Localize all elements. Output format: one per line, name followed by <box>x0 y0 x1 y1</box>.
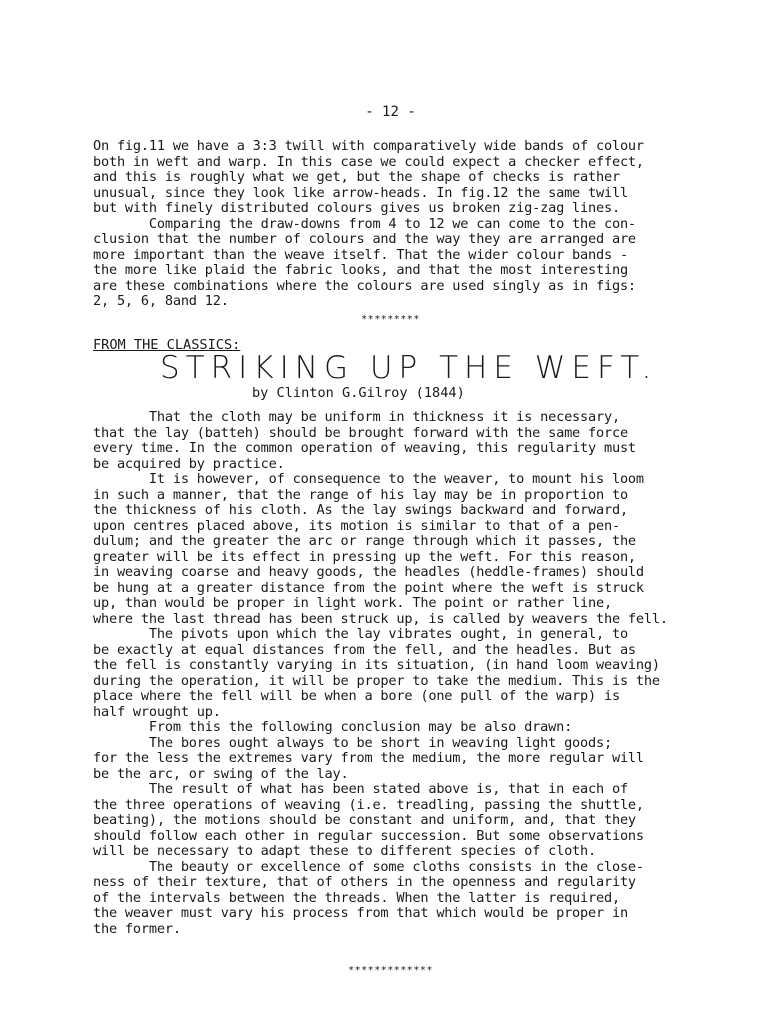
section-label: FROM THE CLASSICS: <box>93 337 241 353</box>
text-line: the more like plaid the fabric looks, and that the most interesting <box>93 262 628 278</box>
text-line: From this the following conclusion may be also drawn: <box>93 719 573 735</box>
page-number: - 12 - <box>365 104 416 120</box>
text-line: That the cloth may be uniform in thickness it is necessary, <box>93 409 620 425</box>
text-line: in weaving coarse and heavy goods, the headles (heddle-frames) should <box>93 564 644 580</box>
intro-paragraph <box>93 139 644 310</box>
text-line: and this is roughly what we get, but the shape of checks is rather <box>93 169 620 185</box>
text-line: The result of what has been stated above is, that in each of <box>93 781 628 797</box>
text-line: during the operation, it will be proper to take the medium. This is the <box>93 672 660 689</box>
text-line: Comparing the draw-downs from 4 to 12 we can come to the con- <box>93 215 636 232</box>
article-title: STRIKING UP THE WEFT. <box>160 350 658 386</box>
text-line: The bores ought always to be short in weaving light goods; <box>93 734 612 751</box>
text-line: unusual, since they look like arrow-heads. In fig.12 the same twill <box>93 184 628 201</box>
text-line: where the last thread has been struck up, is called by weavers the fell. <box>93 610 668 627</box>
text-line: are these combinations where the colours are used singly as in figs: <box>93 277 636 294</box>
text-line: the fell is constantly varying in its situation, (in hand loom weaving) <box>93 657 660 673</box>
text-line: half wrought up. <box>93 703 221 720</box>
text-line: for the less the extremes vary from the medium, the more regular will <box>93 750 644 766</box>
text-line: clusion that the number of colours and the way they are arranged are <box>93 231 636 247</box>
text-line: up, than would be proper in light work. The point or rather line, <box>93 595 612 611</box>
text-line: every time. In the common operation of weaving, this regularity must <box>93 440 636 456</box>
text-line: in such a manner, that the range of his lay may be in proportion to <box>93 486 628 503</box>
text-line: that the lay (batteh) should be brought forward with the same force <box>93 424 628 441</box>
text-line: the weaver must vary his process from that which would be proper in <box>93 905 628 921</box>
text-line: The pivots upon which the lay vibrates ought, in general, to <box>93 626 628 642</box>
article-body <box>93 410 668 937</box>
text-line: beating), the motions should be constant and uniform, and, that they <box>93 812 636 828</box>
text-line: be hung at a greater distance from the point where the weft is struck <box>93 579 644 596</box>
text-line: ness of their texture, that of others in the openness and regularity <box>93 874 636 890</box>
text-line: The beauty or excellence of some cloths consists in the close- <box>93 858 644 875</box>
text-line: dulum; and the greater the arc or range through which it passes, the <box>93 533 636 549</box>
text-line: the thickness of his cloth. As the lay swings backward and forward, <box>93 502 628 518</box>
text-line: greater will be its effect in pressing up the weft. For this reason, <box>93 548 636 565</box>
text-line: should follow each other in regular succession. But some observations <box>93 827 644 844</box>
text-line: the former. <box>93 920 181 937</box>
text-line: both in weft and warp. In this case we could expect a checker effect, <box>93 153 644 170</box>
text-line: 2, 5, 6, 8and 12. <box>93 293 229 309</box>
text-line: of the intervals between the threads. When the latter is required, <box>93 889 620 906</box>
text-line: more important than the weave itself. That the wider colour bands - <box>93 246 628 263</box>
text-line: but with finely distributed colours gives us broken zig-zag lines. <box>93 200 620 216</box>
text-line: place where the fell will be when a bore (one pull of the warp) is <box>93 688 620 704</box>
article-byline: by Clinton G.Gilroy (1844) <box>252 385 465 401</box>
text-line: On fig.11 we have a 3:3 twill with comparatively wide bands of colour <box>93 138 644 154</box>
text-line: be exactly at equal distances from the fell, and the headles. But as <box>93 641 636 658</box>
text-line: upon centres placed above, its motion is similar to that of a pen- <box>93 517 620 534</box>
text-line: be the arc, or swing of the lay. <box>93 765 349 782</box>
separator-stars: ********* <box>361 314 420 325</box>
text-line: the three operations of weaving (i.e. treadling, passing the shuttle, <box>93 796 644 813</box>
separator-stars-end: ************* <box>348 965 433 976</box>
text-line: It is however, of consequence to the weaver, to mount his loom <box>93 471 644 487</box>
text-line: will be necessary to adapt these to different species of cloth. <box>93 843 597 859</box>
text-line: be acquired by practice. <box>93 455 285 472</box>
